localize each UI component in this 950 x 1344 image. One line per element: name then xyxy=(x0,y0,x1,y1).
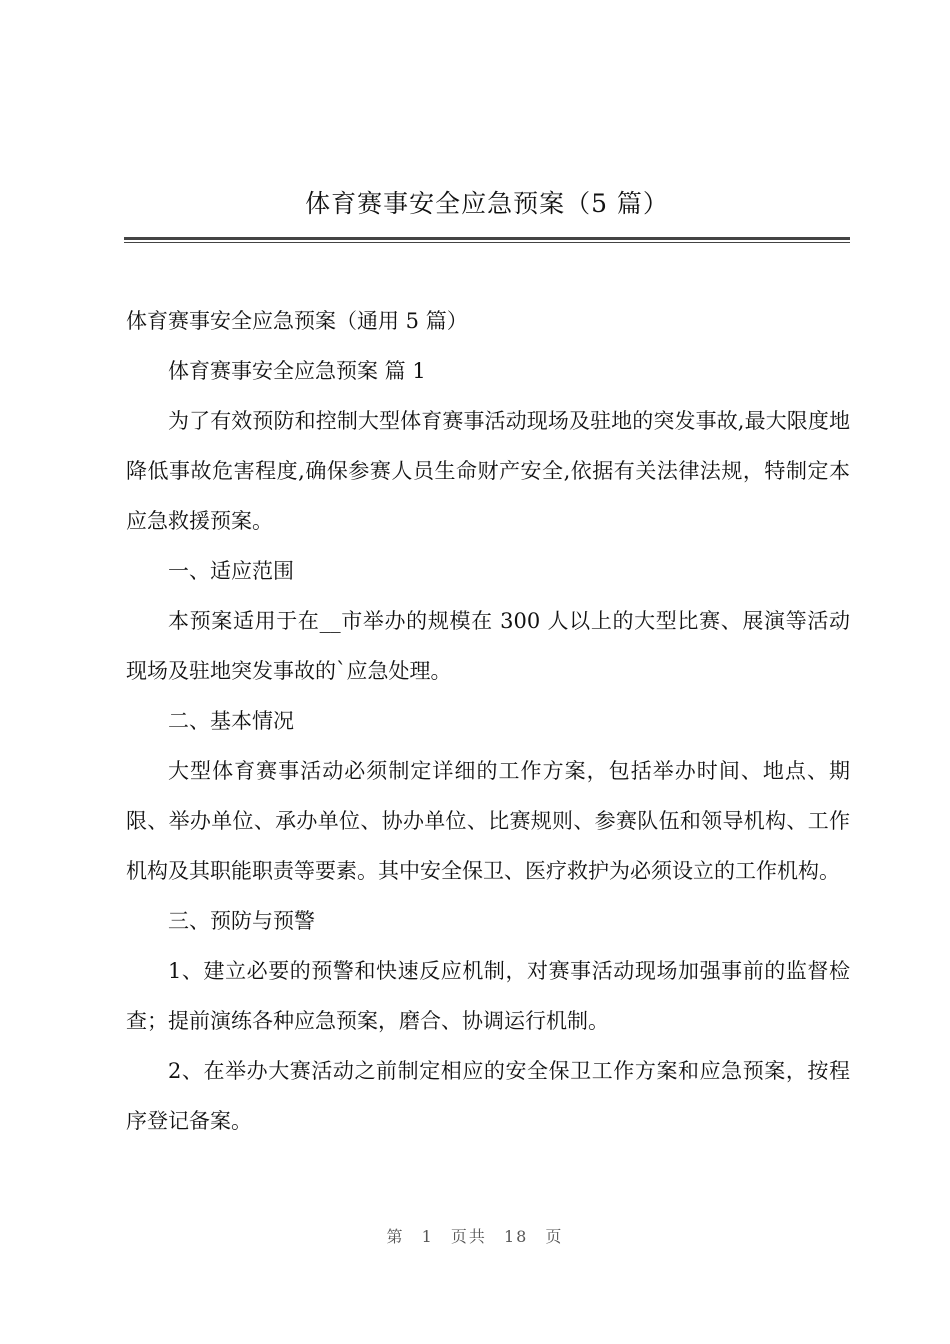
part-heading: 体育赛事安全应急预案 篇 1 xyxy=(168,359,426,383)
title-rule-thick xyxy=(124,237,850,240)
document-title: 体育赛事安全应急预案（5 篇） xyxy=(305,189,669,218)
section-heading-basic: 二、基本情况 xyxy=(168,709,294,733)
paragraph-scope: 本预案适用于在__市举办的规模在 300 人以上的大型比赛、展演等活动现场及驻地突发事故的`应急处理。 xyxy=(126,609,850,683)
section-heading-scope: 一、适应范围 xyxy=(168,559,294,583)
paragraph-intro: 为了有效预防和控制大型体育赛事活动现场及驻地的突发事故,最大限度地降低事故危害程度,确保参赛人员生命财产安全,依据有关法律法规，特制定本应急救援预案。 xyxy=(126,409,850,533)
paragraph-basic: 大型体育赛事活动必须制定详细的工作方案，包括举办时间、地点、期限、举办单位、承办单位、协办单位、比赛规则、参赛队伍和领导机构、工作机构及其职能职责等要素。其中安全保卫、医疗救护为必须设立的工作机构。 xyxy=(126,759,850,883)
title-rule-thin xyxy=(124,242,850,243)
paragraph-prevention-2: 2、在举办大赛活动之前制定相应的安全保卫工作方案和应急预案，按程序登记备案。 xyxy=(126,1059,850,1133)
page-footer: 第 1 页共 18 页 xyxy=(386,1227,564,1246)
section-heading-prevention: 三、预防与预警 xyxy=(168,909,315,933)
document-body xyxy=(126,296,850,1146)
document-subtitle: 体育赛事安全应急预案（通用 5 篇） xyxy=(126,309,468,333)
paragraph-prevention-1: 1、建立必要的预警和快速反应机制，对赛事活动现场加强事前的监督检查；提前演练各种应急预案，磨合、协调运行机制。 xyxy=(126,959,850,1033)
